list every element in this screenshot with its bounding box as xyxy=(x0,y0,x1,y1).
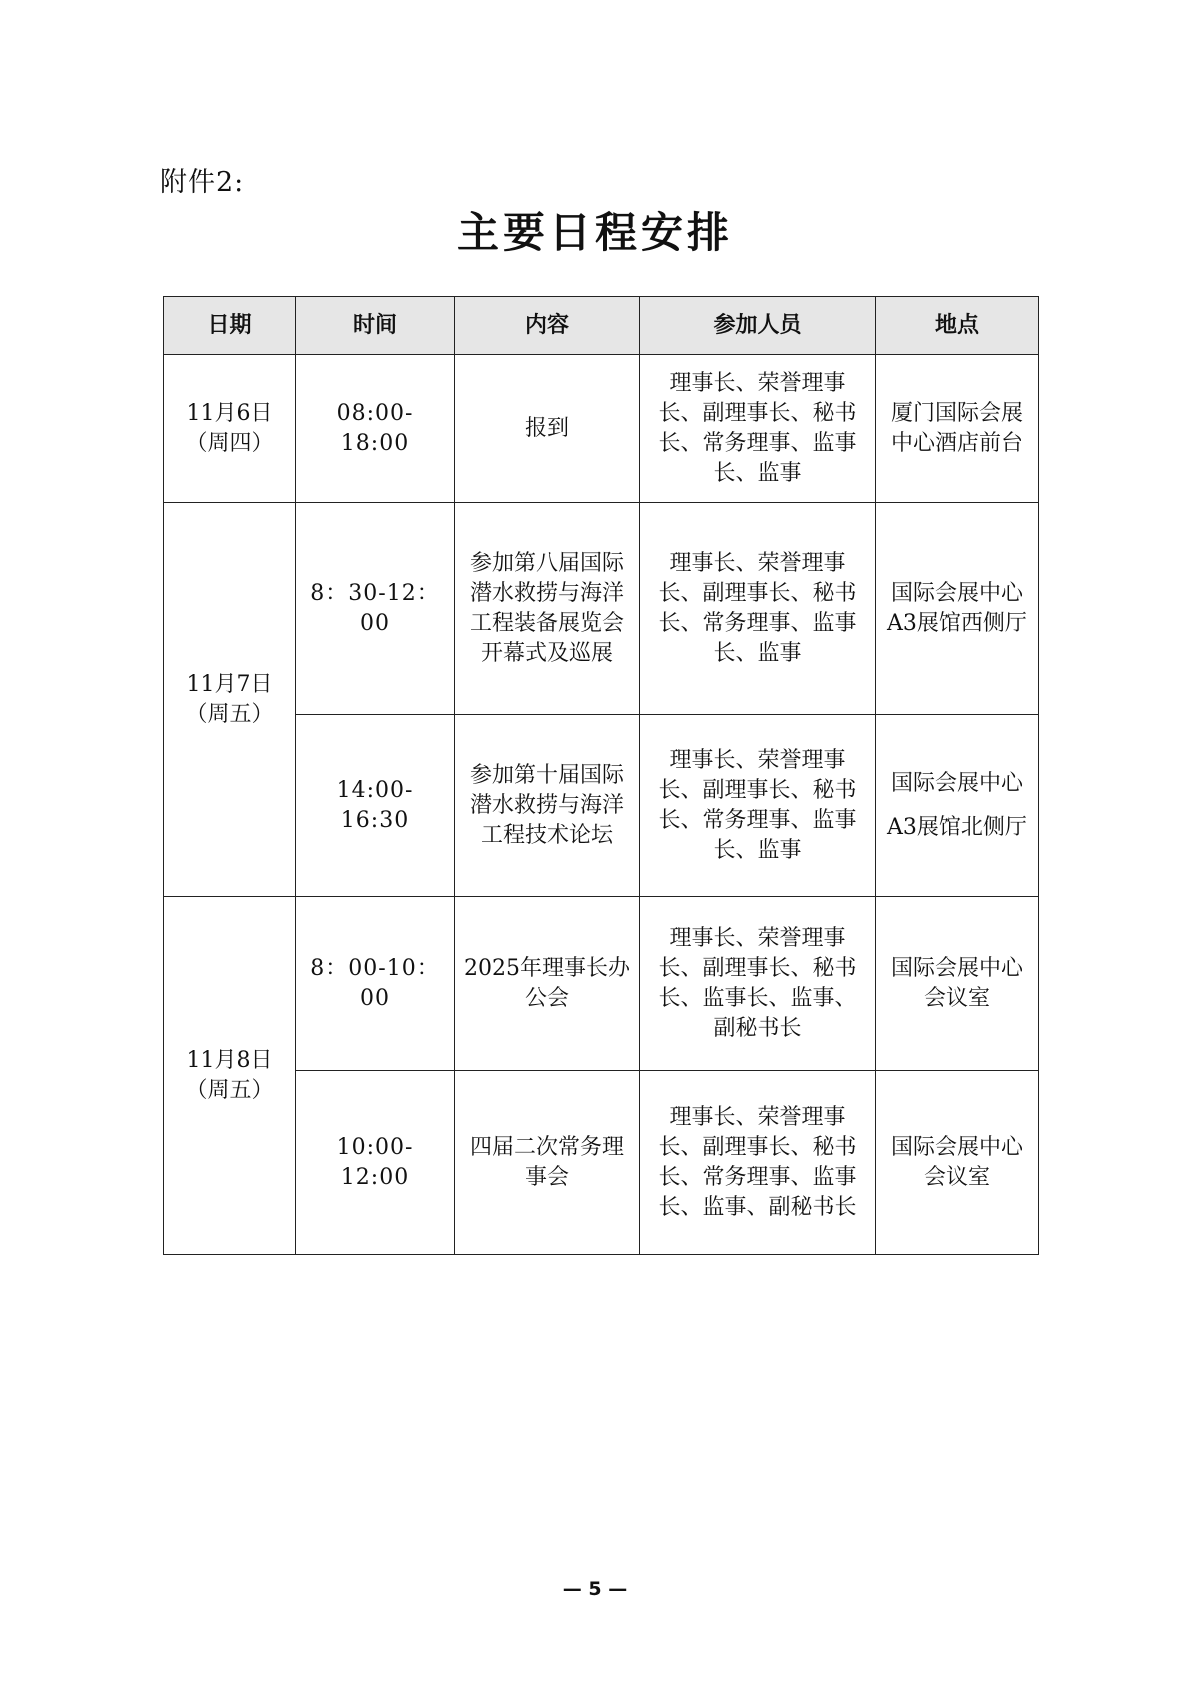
participants-cell: 理事长、荣誉理事长、副理事长、秘书长、常务理事、监事长、监事、副秘书长 xyxy=(640,1071,876,1255)
header-participants: 参加人员 xyxy=(640,297,876,355)
time-cell: 10:00-12:00 xyxy=(296,1071,455,1255)
date-cell xyxy=(164,897,296,1255)
participants-cell: 理事长、荣誉理事长、副理事长、秘书长、常务理事、监事长、监事 xyxy=(640,715,876,897)
weekday-text: （周五） xyxy=(185,701,274,727)
page-number: — 5 — xyxy=(562,1578,628,1600)
location-cell: 国际会展中心会议室 xyxy=(876,897,1039,1071)
weekday-text: （周五） xyxy=(185,1077,274,1103)
location-cell: 国际会展中心A3展馆西侧厅 xyxy=(876,503,1039,715)
content-cell: 参加第十届国际潜水救捞与海洋工程技术论坛 xyxy=(455,715,640,897)
table-row xyxy=(164,715,1039,897)
date-text: 11月6日 xyxy=(186,400,273,426)
table-row xyxy=(164,897,1039,1071)
location-cell: 国际会展中心会议室 xyxy=(876,1071,1039,1255)
date-cell xyxy=(164,503,296,897)
location-cell: 厦门国际会展中心酒店前台 xyxy=(876,355,1039,503)
time-cell: 14:00-16:30 xyxy=(296,715,455,897)
header-date: 日期 xyxy=(164,297,296,355)
table-header-row xyxy=(164,297,1039,355)
header-time: 时间 xyxy=(296,297,455,355)
table-row xyxy=(164,503,1039,715)
header-location: 地点 xyxy=(876,297,1039,355)
header-content: 内容 xyxy=(455,297,640,355)
weekday-text: （周四） xyxy=(185,430,274,456)
content-cell: 报到 xyxy=(455,355,640,503)
time-cell: 8：00-10：00 xyxy=(296,897,455,1071)
participants-cell: 理事长、荣誉理事长、副理事长、秘书长、监事长、监事、副秘书长 xyxy=(640,897,876,1071)
time-cell: 08:00-18:00 xyxy=(296,355,455,503)
date-text: 11月7日 xyxy=(186,671,273,697)
content-cell: 四届二次常务理事会 xyxy=(455,1071,640,1255)
location-cell: 国际会展中心A3展馆北侧厅 xyxy=(876,715,1039,897)
document-title: 主要日程安排 xyxy=(456,208,733,257)
time-cell: 8：30-12：00 xyxy=(296,503,455,715)
attachment-label: 附件2: xyxy=(160,167,245,198)
participants-cell: 理事长、荣誉理事长、副理事长、秘书长、常务理事、监事长、监事 xyxy=(640,355,876,503)
table-row xyxy=(164,355,1039,503)
content-cell: 参加第八届国际潜水救捞与海洋工程装备展览会开幕式及巡展 xyxy=(455,503,640,715)
table-row xyxy=(164,1071,1039,1255)
date-cell xyxy=(164,355,296,503)
schedule-table xyxy=(163,296,1039,1255)
content-cell: 2025年理事长办公会 xyxy=(455,897,640,1071)
date-text: 11月8日 xyxy=(186,1047,273,1073)
participants-cell: 理事长、荣誉理事长、副理事长、秘书长、常务理事、监事长、监事 xyxy=(640,503,876,715)
